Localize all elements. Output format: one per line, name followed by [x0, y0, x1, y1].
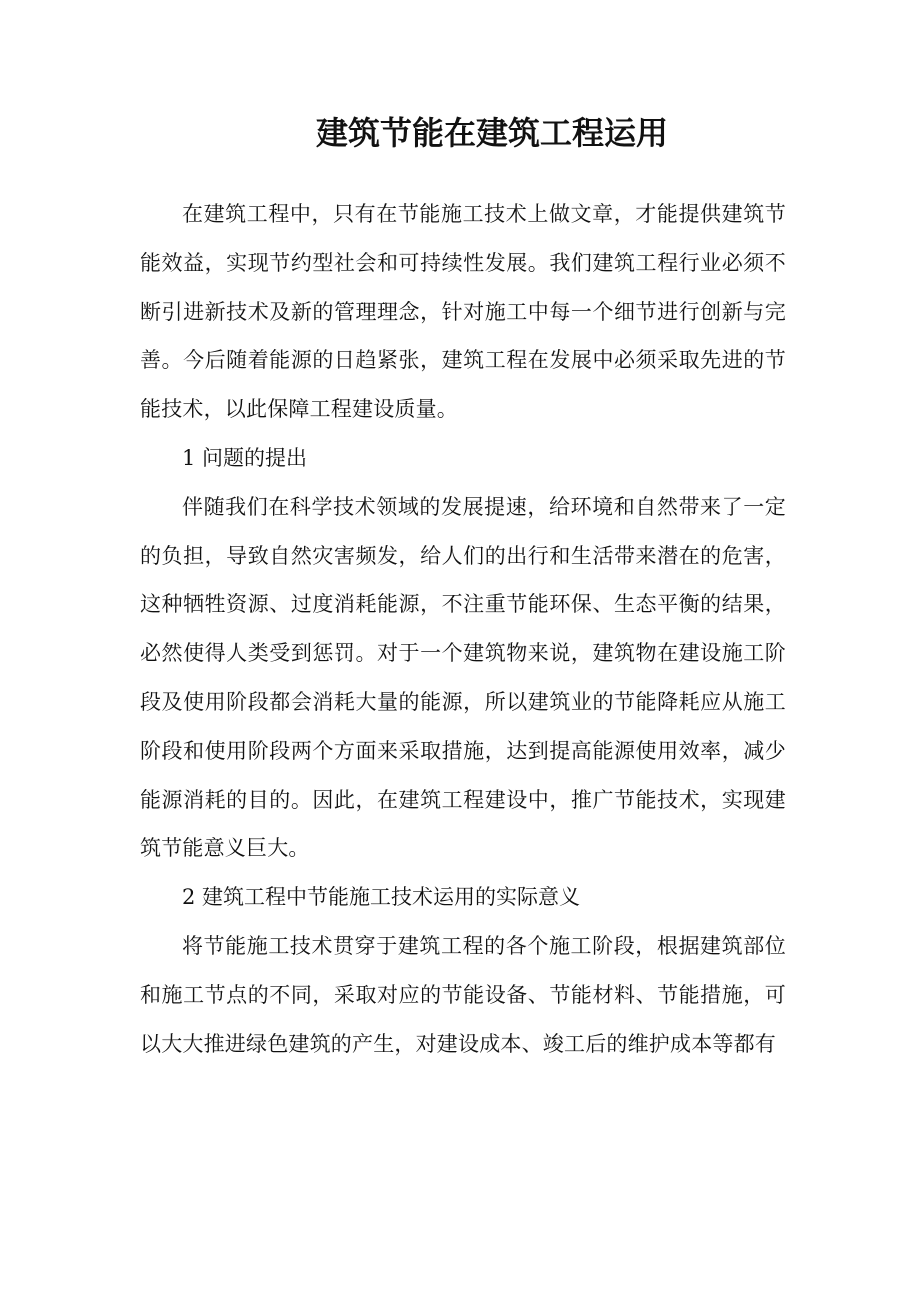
section-heading-2: 2 建筑工程中节能施工技术运用的实际意义 [182, 885, 581, 910]
document-body [140, 190, 786, 1068]
section-heading-1: 1 问题的提出 [182, 445, 308, 470]
paragraph-significance: 将节能施工技术贯穿于建筑工程的各个施工阶段，根据建筑部位和施工节点的不同，采取对应的节能设备、节能材料、节能措施，可以大大推进绿色建筑的产生，对建设成本、竣工后的维护成本等都有 [140, 933, 786, 1056]
paragraph-problem: 伴随我们在科学技术领域的发展提速，给环境和自然带来了一定的负担，导致自然灾害频发，给人们的出行和生活带来潜在的危害，这种牺牲资源、过度消耗能源，不注重节能环保、生态平衡的结果，必然使得人类受到惩罚。对于一个建筑物来说，建筑物在建设施工阶段及使用阶段都会消耗大量的能源，所以建筑业的节能降耗应从施工阶段和使用阶段两个方面来采取措施，达到提高能源使用效率，减少能源消耗的目的。因此，在建筑工程建设中，推广节能技术，实现建筑节能意义巨大。 [140, 494, 786, 861]
paragraph-intro: 在建筑工程中，只有在节能施工技术上做文章，才能提供建筑节能效益，实现节约型社会和可持续性发展。我们建筑工程行业必须不断引进新技术及新的管理理念，针对施工中每一个细节进行创新与完善。今后随着能源的日趋紧张，建筑工程在发展中必须采取先进的节能技术，以此保障工程建设质量。 [140, 202, 786, 422]
document-title: 建筑节能在建筑工程运用 [315, 114, 668, 152]
